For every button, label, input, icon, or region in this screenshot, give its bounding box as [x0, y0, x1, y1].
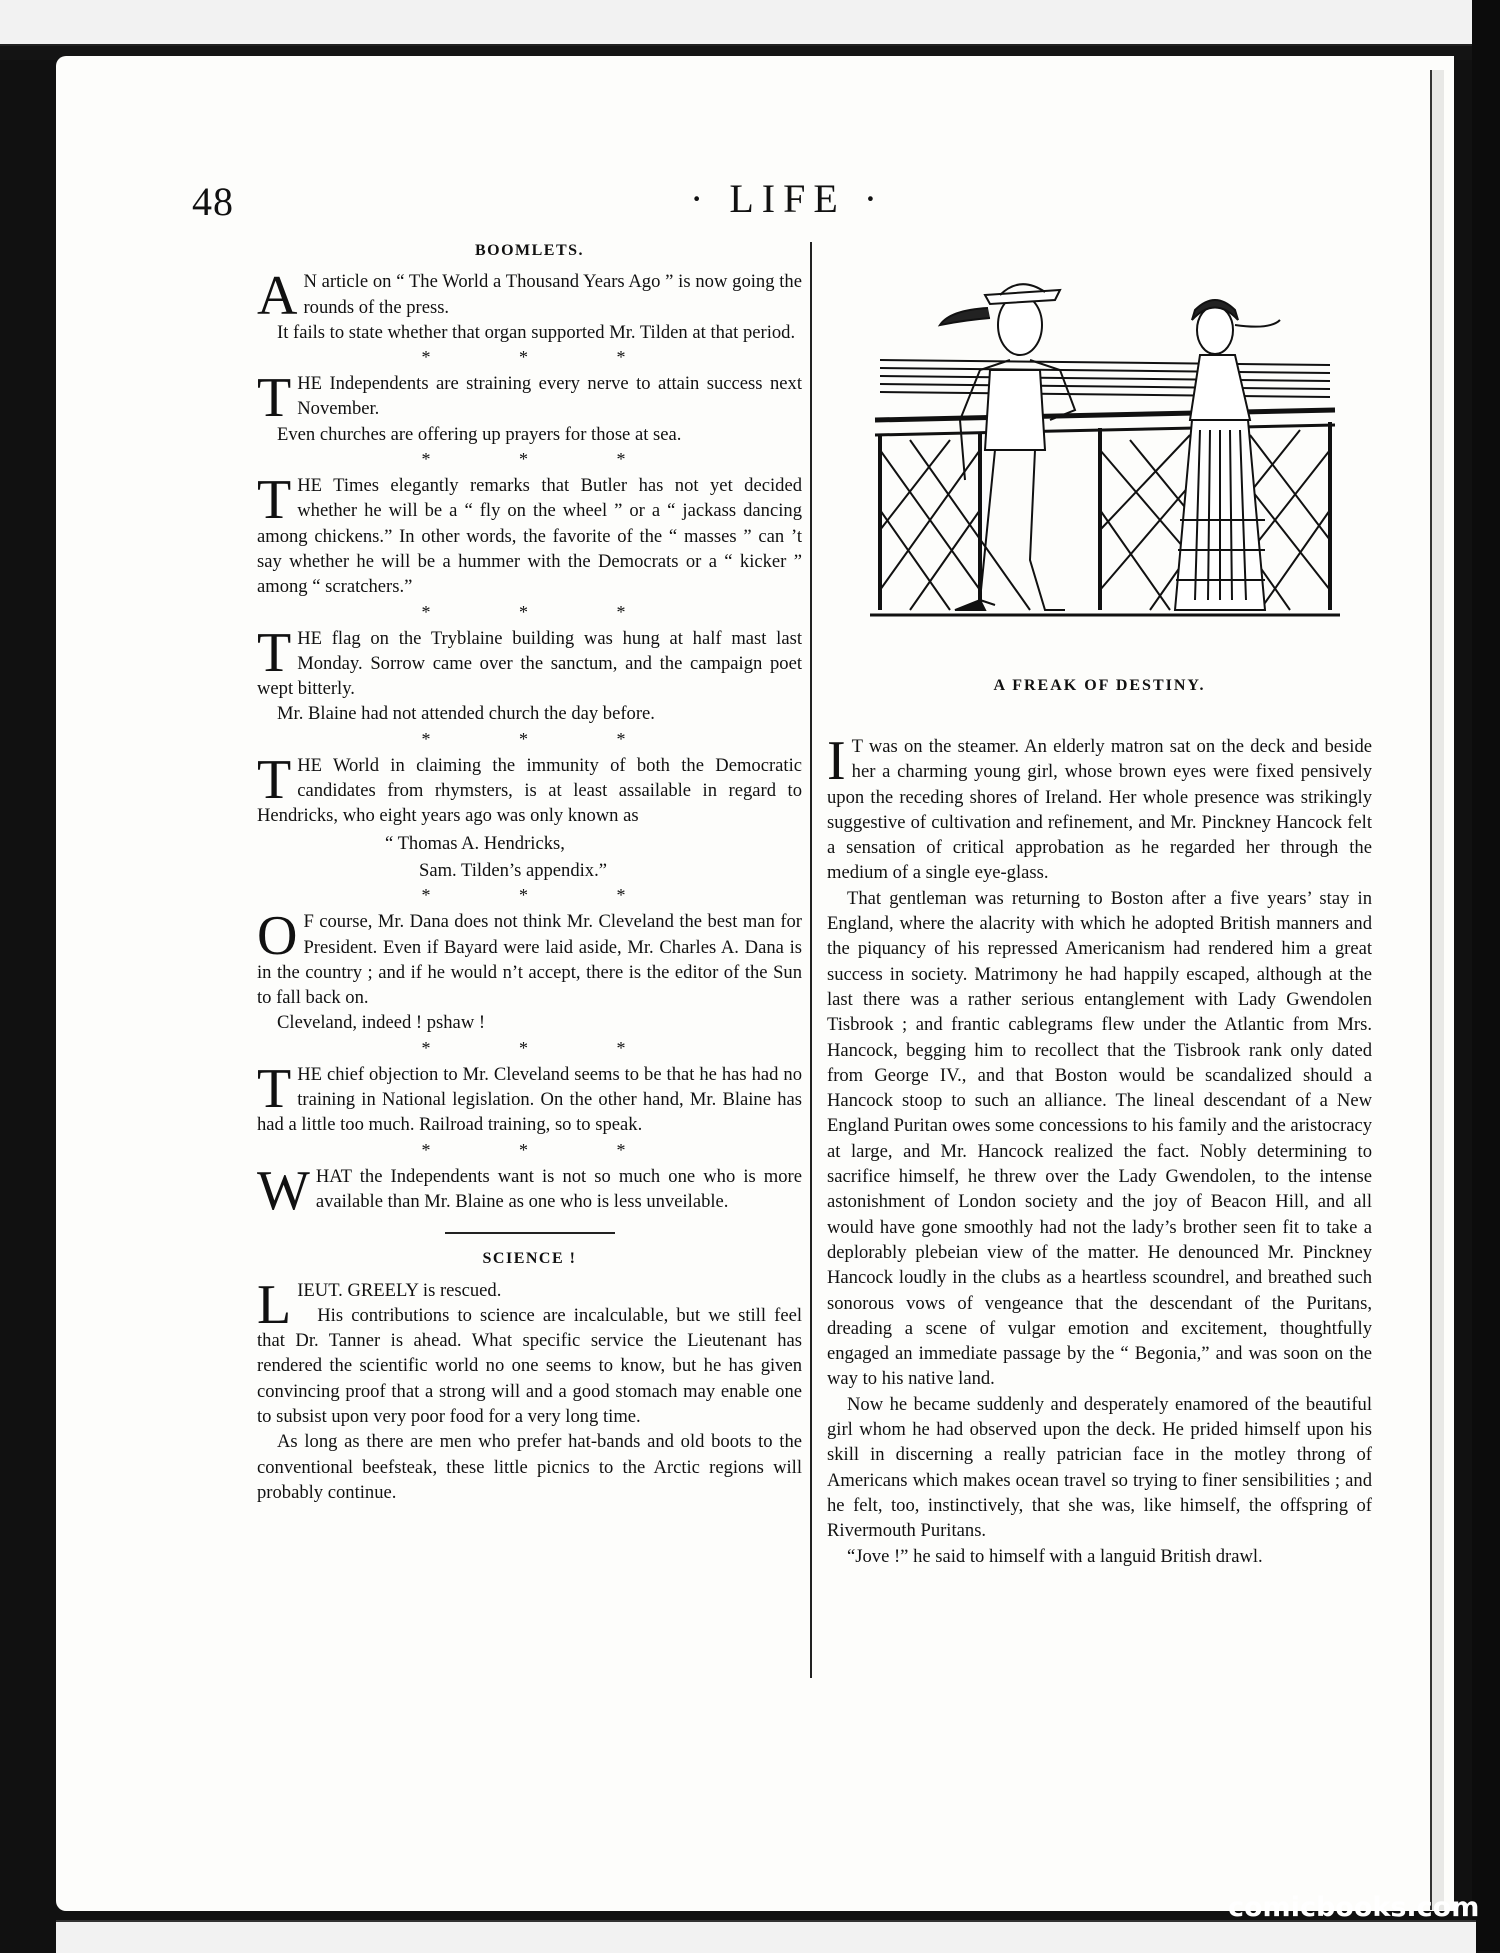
drop-cap: L — [257, 1273, 292, 1336]
boomlet-text: Cleveland, indeed ! pshaw ! — [277, 1012, 486, 1034]
boomlet-item — [257, 1159, 802, 1222]
drop-cap: T — [257, 621, 292, 684]
boomlet-item — [257, 367, 802, 447]
site-watermark: comicbooks.com — [1228, 1892, 1480, 1923]
column-rule — [810, 242, 812, 1678]
story-article — [827, 730, 1372, 1569]
story-paragraph: That gentleman was returning to Boston after a five years’ stay in England, where the alacrity with which he adopted British manners and the piquancy of his repressed Americanism had rendered him a great success in society. Matrimony he had happily escaped, although at the last there was a rather serious entanglement with Lady Gwendolen Tisbrook ; and frantic cablegrams flew under the Atlantic from Mrs. Hancock, begging him to recollect that the Tisbrook rank only dated from George IV., and that Boston would be scandalized should a Hancock stoop to such an alliance. The lineal descendant of a New England Puritan owes some concessions to his family and the aristocracy at large, and Mr. Hancock realized the fact. Nobly determining to sacrifice himself, he threw over the Lady Gwendolen, to the intense astonishment of London society and the joy of Beacon Hill, and all would have gone smoothly had not the lady’s brother seen fit to take a deplorably plebeian view of the matter. He denounced Mr. Pinckney Hancock loudly in the clubs as a heartless scoundrel, and breathed such sonorous vows of vengeance that the descendant of the Puritans, dreading a scene of vulgar emotion and excitement, thoughtfully engaged an immediate passage by the “ Begonia,” and was soon on the way to his native land. — [827, 887, 1372, 1390]
boomlet-item — [257, 748, 802, 883]
boomlet-text: HE flag on the Tryblaine building was hung at half mast last Monday. Sorrow came over the sanctum, and the campaign poet wept bitterly. — [257, 627, 802, 700]
left-column — [257, 238, 802, 1505]
right-column — [827, 730, 1372, 1569]
section-separator: * * * — [421, 1037, 668, 1058]
verse-line: Sam. Tilden’s appendix.” — [419, 859, 608, 881]
scan-right-frame — [1472, 0, 1500, 1951]
boomlet-text: Even churches are offering up prayers for those at sea. — [277, 423, 682, 445]
story-paragraph: Now he became suddenly and desperately enamored of the beautiful girl whom he had observed upon the deck. He prided himself upon his skill in discerning a really patrician face in the motley throng of Americans which makes ocean travel so trying to finer sensibilities ; and he felt, too, instinctively, that she was, like himself, the offspring of Rivermouth Puritans. — [827, 1393, 1372, 1542]
boomlet-item — [257, 621, 802, 727]
science-paragraph: His contributions to science are incalculable, but we still feel that Dr. Tanner is ahead. What specific service the Lieutenant has rendered the scientific world no one seems to know, but he has given convincing proof that a strong will and a good stomach may enable one to subsist upon very poor food for a very long time. — [257, 1304, 802, 1427]
boomlet-item — [257, 469, 802, 599]
science-heading: SCIENCE ! — [482, 1250, 577, 1268]
science-lead: IEUT. GREELY is rescued. — [297, 1279, 502, 1301]
section-separator: * * * — [421, 347, 668, 368]
science-article — [257, 1273, 802, 1506]
section-separator: * * * — [421, 601, 668, 622]
story-paragraph: “Jove !” he said to himself with a languid British drawl. — [847, 1545, 1263, 1567]
boomlet-text: Mr. Blaine had not attended church the day before. — [277, 703, 655, 725]
scan-bottom-frame — [56, 1920, 1476, 1953]
boomlet-item — [257, 1057, 802, 1138]
next-page-edge — [1430, 70, 1444, 1910]
boomlet-text: N article on “ The World a Thousand Years Ago ” is now going the rounds of the press. — [303, 271, 802, 318]
drop-cap: A — [257, 265, 298, 328]
section-separator: * * * — [421, 885, 668, 906]
drop-cap: T — [257, 469, 292, 532]
science-paragraph: As long as there are men who prefer hat-bands and old boots to the conventional beefsteak, these little picnics to the Arctic regions will probably continue. — [257, 1431, 802, 1503]
drop-cap: T — [257, 1057, 292, 1120]
drop-cap: T — [257, 748, 292, 811]
boomlet-text: HE Independents are straining every nerve to attain success next November. — [297, 373, 802, 420]
drop-cap: W — [257, 1159, 310, 1222]
masthead-title: · LIFE · — [690, 176, 886, 221]
story-paragraph: T was on the steamer. An elderly matron sat on the deck and beside her a charming young girl, whose brown eyes were fixed pensively upon the receding shores of Ireland. Her whole presence was strikingly suggestive of cultivation and refinement, and Mr. Pinckney Hancock felt a sensation of critical approbation as he regarded her through the medium of a single eye-glass. — [827, 736, 1372, 884]
previous-page-edge — [0, 0, 1472, 46]
boomlet-item — [257, 905, 802, 1035]
boomlet-text: HE Times elegantly remarks that Butler has not yet decided whether he will be a “ fly on the wheel ” or a “ jackass dancing among chickens.” In other words, the favorite of the “ masses ” can ’t say whether he will be a hummer with the Democrats or a “ kicker ” among “ scratchers.” — [257, 475, 802, 598]
section-separator: * * * — [421, 728, 668, 749]
boomlet-text: HAT the Independents want is not so much one who is more available than Mr. Blaine as one who is less unveilable. — [315, 1165, 802, 1212]
boomlet-item — [257, 265, 802, 345]
drop-cap: O — [257, 905, 298, 968]
boomlet-text: F course, Mr. Dana does not think Mr. Cleveland the best man for President. Even if Bayard were laid aside, Mr. Charles A. Dana is in the country ; and if he would n’t accept, there is the editor of the Sun to fall back on. — [257, 911, 802, 1009]
section-separator: * * * — [421, 449, 668, 470]
section-separator: * * * — [421, 1139, 668, 1160]
steamer-deck-illustration — [870, 270, 1340, 650]
drop-cap: T — [257, 367, 292, 430]
scan-top-frame — [0, 0, 1500, 60]
illustration-caption: A FREAK OF DESTINY. — [993, 677, 1206, 694]
boomlet-text: HE World in claiming the immunity of both the Democratic candidates from rhymsters, is at least assailable in regard to Hendricks, who eight years ago was only known as — [257, 754, 802, 827]
boomlet-text: HE chief objection to Mr. Cleveland seems to be that he has had no training in National legislation. On the other hand, Mr. Blaine has had a little too much. Railroad training, so to speak. — [257, 1063, 802, 1136]
page-number: 48 — [192, 179, 234, 224]
boomlets-heading: BOOMLETS. — [474, 242, 585, 259]
boomlet-text: It fails to state whether that organ supported Mr. Tilden at that period. — [277, 321, 796, 343]
section-divider — [445, 1232, 615, 1234]
drop-cap: I — [827, 730, 846, 792]
verse-line: “ Thomas A. Hendricks, — [385, 832, 565, 854]
